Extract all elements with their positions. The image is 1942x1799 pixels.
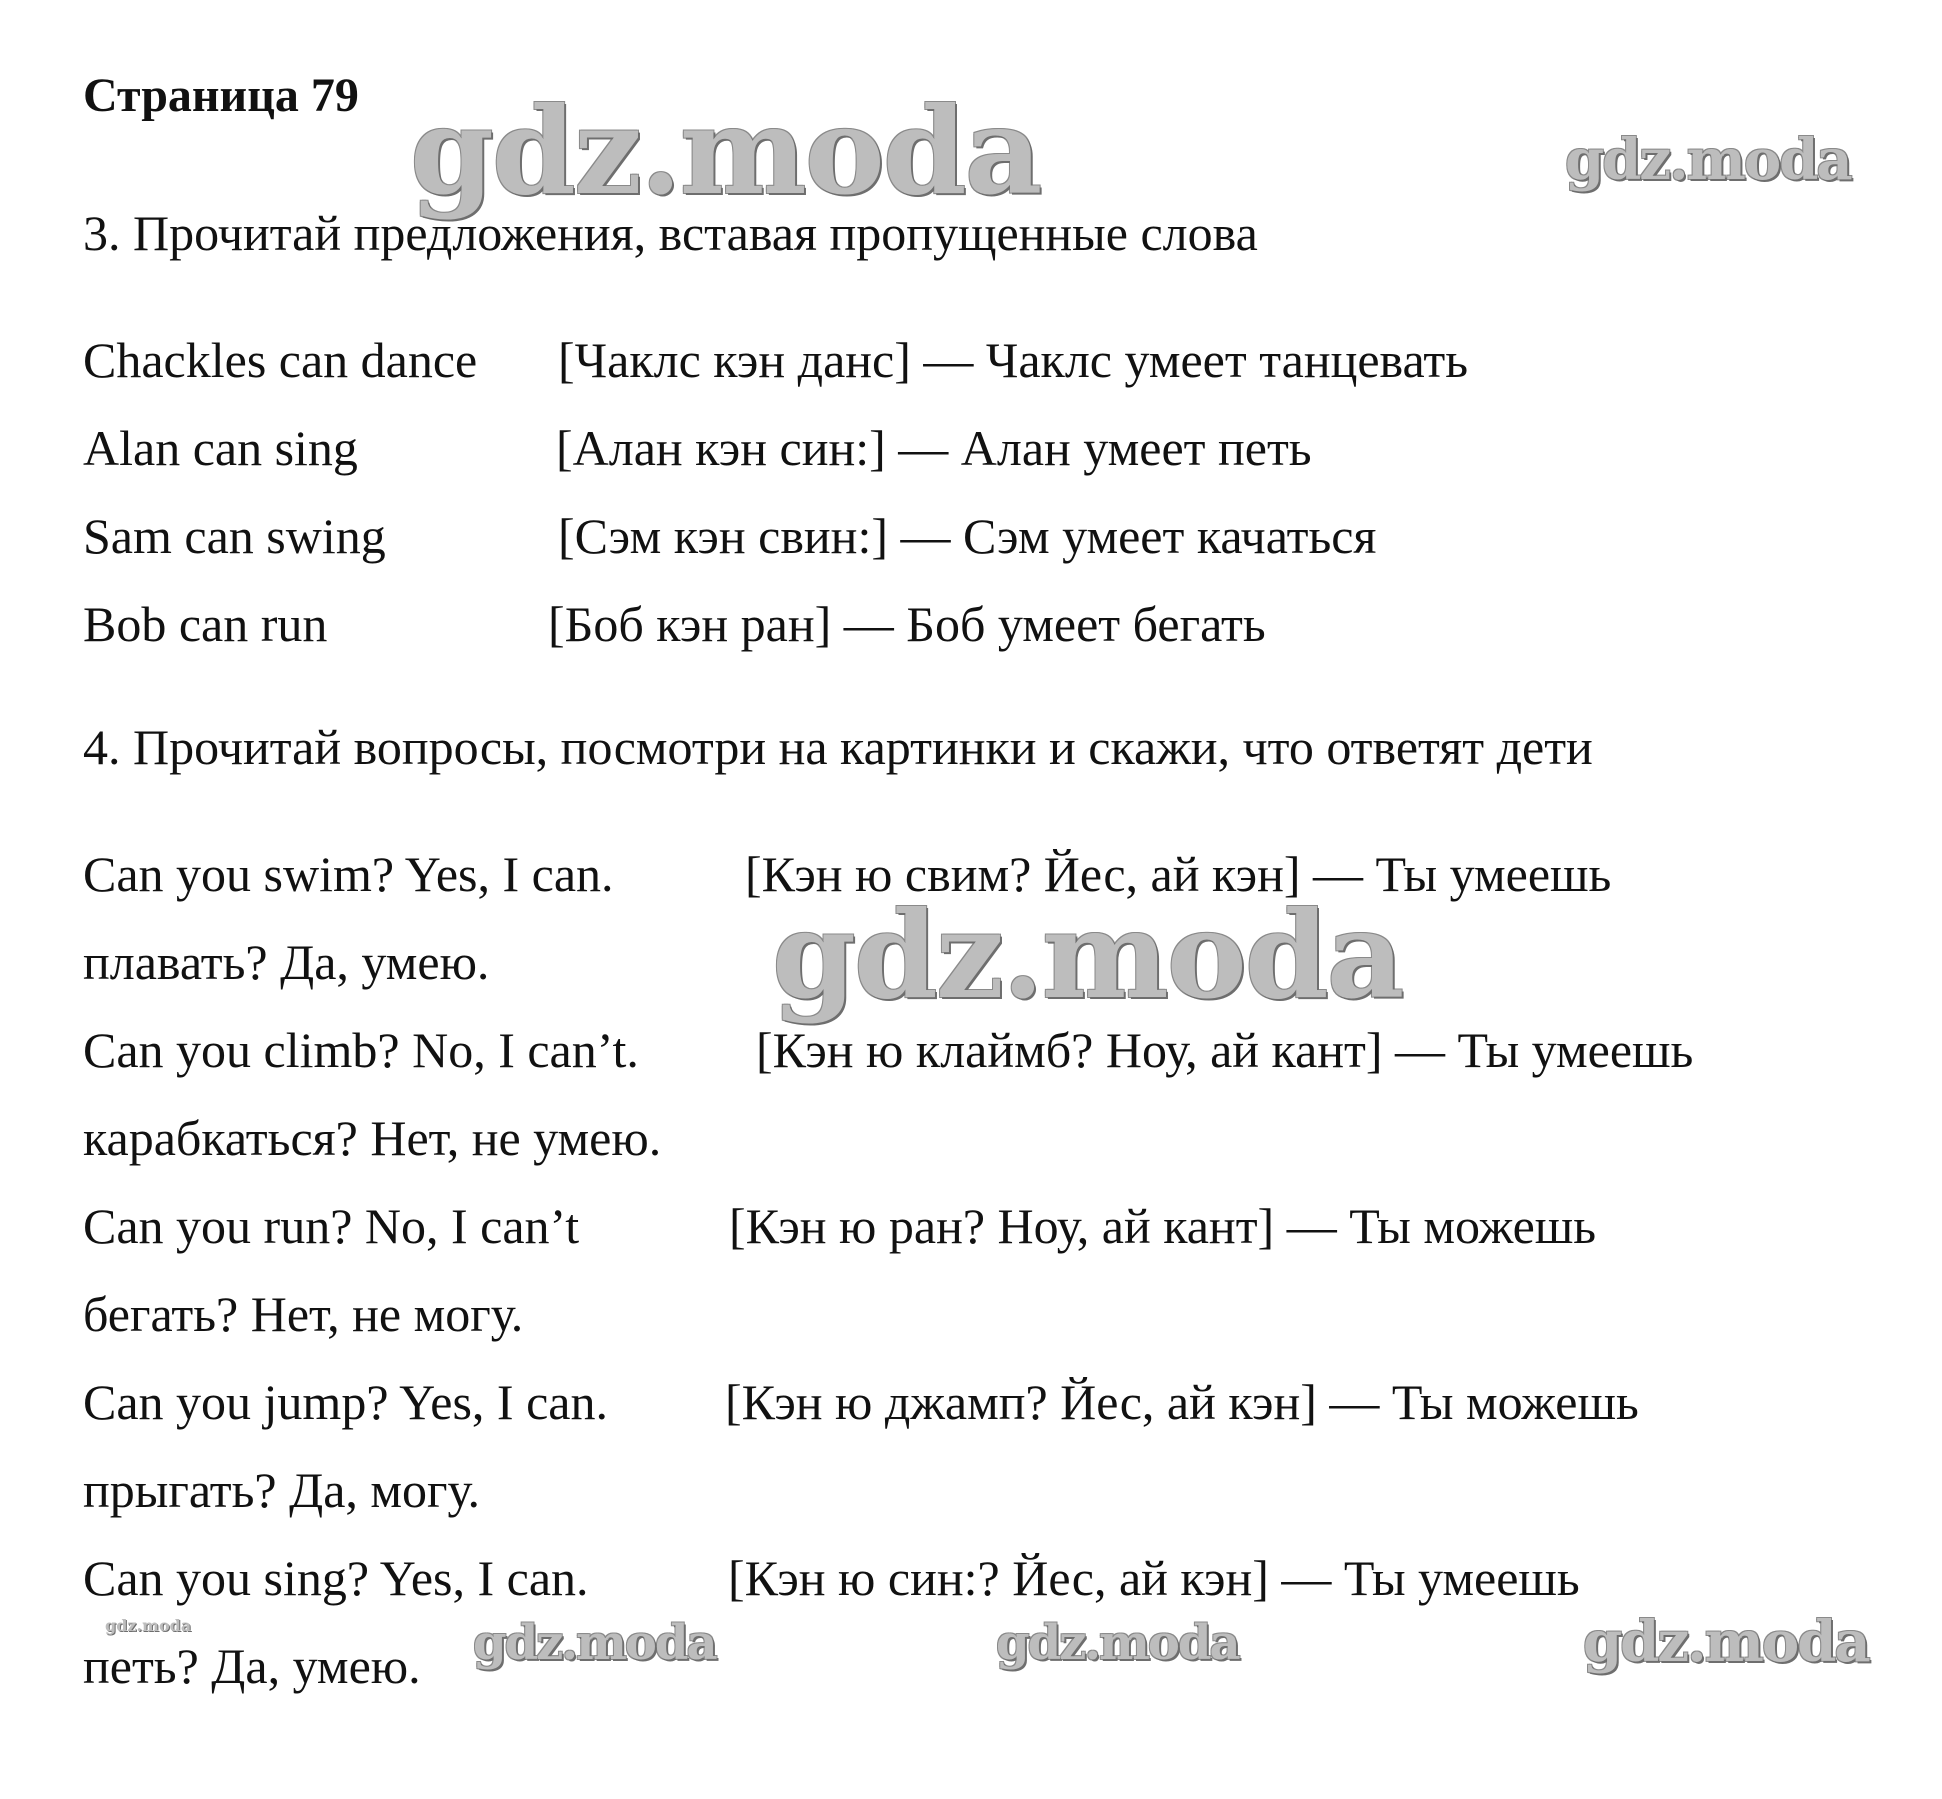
watermark-tiny-bottom-left: gdz.moda — [105, 1616, 192, 1635]
task4-item-5-continuation: петь? Да, умею. — [83, 1638, 421, 1694]
watermark-large-middle: gdz.moda — [772, 885, 1403, 1026]
task4-item-rest: [Кэн ю джамп? Йес, ай кэн] — Ты можешь — [725, 1374, 1639, 1430]
task4-item-2-continuation: карабкаться? Нет, не умею. — [83, 1110, 662, 1166]
task3-line-1 — [83, 330, 1469, 390]
page-title: Страница 79 — [83, 69, 359, 122]
task4-item-english: Can you sing? Yes, I can. — [83, 1550, 589, 1606]
task4-item-3-continuation: бегать? Нет, не могу. — [83, 1286, 524, 1342]
task4-item-1 — [83, 844, 1612, 904]
task3-title: 3. Прочитай предложения, вставая пропущенные слова — [83, 205, 1258, 261]
task4-item-5 — [83, 1548, 1580, 1608]
task3-line-english: Chackles can dance — [83, 332, 478, 388]
task3-line-rest: [Боб кэн ран] — Боб умеет бегать — [548, 596, 1266, 652]
task4-item-english: Can you jump? Yes, I can. — [83, 1374, 608, 1430]
task3-line-2 — [83, 418, 1312, 478]
task3-line-3 — [83, 506, 1377, 566]
watermark-bottom-left: gdz.moda — [473, 1615, 716, 1671]
task4-item-4-continuation: прыгать? Да, могу. — [83, 1462, 481, 1518]
task4-item-rest: [Кэн ю свим? Йес, ай кэн] — Ты умеешь — [745, 846, 1612, 902]
task3-line-english: Sam can swing — [83, 508, 386, 564]
task4-item-2 — [83, 1020, 1694, 1080]
task4-item-english: Can you swim? Yes, I can. — [83, 846, 614, 902]
task3-line-english: Bob can run — [83, 596, 328, 652]
task4-item-1-continuation: плавать? Да, умею. — [83, 934, 490, 990]
task3-line-rest: [Сэм кэн свин:] — Сэм умеет качаться — [558, 508, 1377, 564]
task4-item-english: Can you run? No, I can’t — [83, 1198, 580, 1254]
task3-line-4 — [83, 594, 1266, 654]
watermark-large-top: gdz.moda — [410, 81, 1041, 222]
task4-item-rest: [Кэн ю син:? Йес, ай кэн] — Ты умеешь — [728, 1550, 1580, 1606]
task4-item-3 — [83, 1196, 1597, 1256]
task4-title: 4. Прочитай вопросы, посмотри на картинки и скажи, что ответят дети — [83, 719, 1593, 775]
task4-item-rest: [Кэн ю ран? Ноу, ай кант] — Ты можешь — [729, 1198, 1597, 1254]
watermark-bottom-center: gdz.moda — [996, 1615, 1239, 1671]
task3-line-english: Alan can sing — [83, 420, 358, 476]
watermark-top-right: gdz.moda — [1565, 127, 1851, 193]
task3-line-rest: [Алан кэн син:] — Алан умеет петь — [556, 420, 1312, 476]
task3-line-rest: [Чаклс кэн данс] — Чаклс умеет танцевать — [558, 332, 1469, 388]
watermark-bottom-right: gdz.moda — [1583, 1609, 1869, 1675]
task4-item-rest: [Кэн ю клаймб? Ноу, ай кант] — Ты умеешь — [756, 1022, 1694, 1078]
task4-item-english: Can you climb? No, I can’t. — [83, 1022, 639, 1078]
task4-item-4 — [83, 1372, 1639, 1432]
